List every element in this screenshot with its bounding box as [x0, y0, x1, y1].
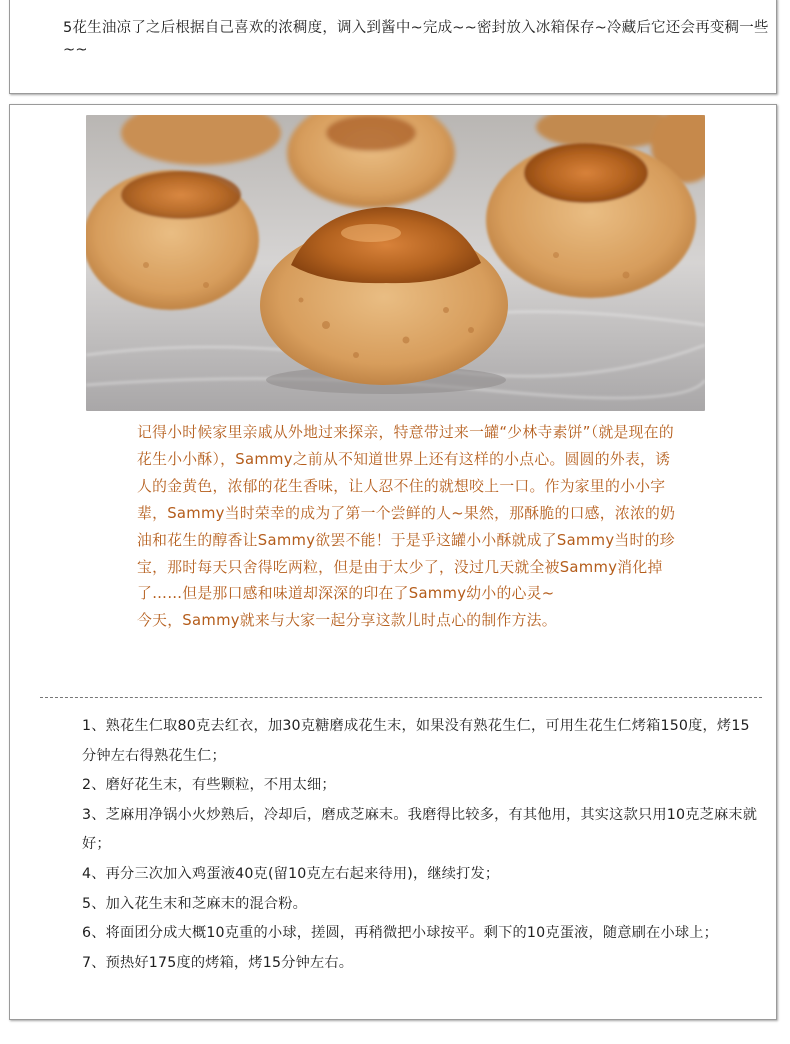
step-item: 1、熟花生仁取80克去红衣，加30克糖磨成花生末，如果没有熟花生仁，可用生花生仁烤箱150度，烤15分钟左右得熟花生仁；	[82, 718, 750, 764]
story-text	[137, 420, 682, 635]
step-item: 6、将面团分成大概10克重的小球，搓圆，再稍微把小球按平。剩下的10克蛋液，随意刷在小球上；	[82, 925, 719, 942]
story-closing: 今天，Sammy就来与大家一起分享这款儿时点心的制作方法。	[137, 612, 557, 630]
step-item: 2、磨好花生末，有些颗粒，不用太细；	[82, 777, 336, 794]
story-paragraph: 记得小时候家里亲戚从外地过来探亲，特意带过来一罐“少林寺素饼”（就是现在的花生小小酥），Sammy之前从不知道世界上还有这样的小点心。圆圆的外表，诱人的金黄色，浓郁的花生香味，让人忍不住的就想咬上一口。作为家里的小小字辈，Sammy当时荣幸的成为了第一个尝鲜的人~果然，那酥脆的口感，浓浓的奶油和花生的醇香让Sammy欲罢不能！于是乎这罐小小酥就成了Sammy当时的珍宝，那时每天只舍得吃两粒，但是由于太少了，没过几天就全被Sammy消化掉了……但是那口感和味道却深深的印在了Sammy幼小的心灵~	[137, 424, 676, 603]
step-item: 5、加入花生末和芝麻末的混合粉。	[82, 895, 308, 912]
top-note-text: 5花生油凉了之后根据自己喜欢的浓稠度，调入到酱中~完成~~密封放入冰箱保存~冷藏后它还会再变稠一些~~	[63, 20, 769, 58]
step-item: 3、芝麻用净锅小火炒熟后，冷却后，磨成芝麻末。我磨得比较多，有其他用，其实这款只用10克芝麻末就好；	[82, 806, 758, 853]
step-item: 7、预热好175度的烤箱，烤15分钟左右。	[82, 954, 354, 971]
section-divider	[40, 697, 762, 698]
peanut-cookies-photo	[86, 115, 705, 411]
recipe-steps	[82, 712, 762, 978]
step-item: 4、再分三次加入鸡蛋液40克(留10克左右起来待用)，继续打发；	[82, 865, 500, 882]
